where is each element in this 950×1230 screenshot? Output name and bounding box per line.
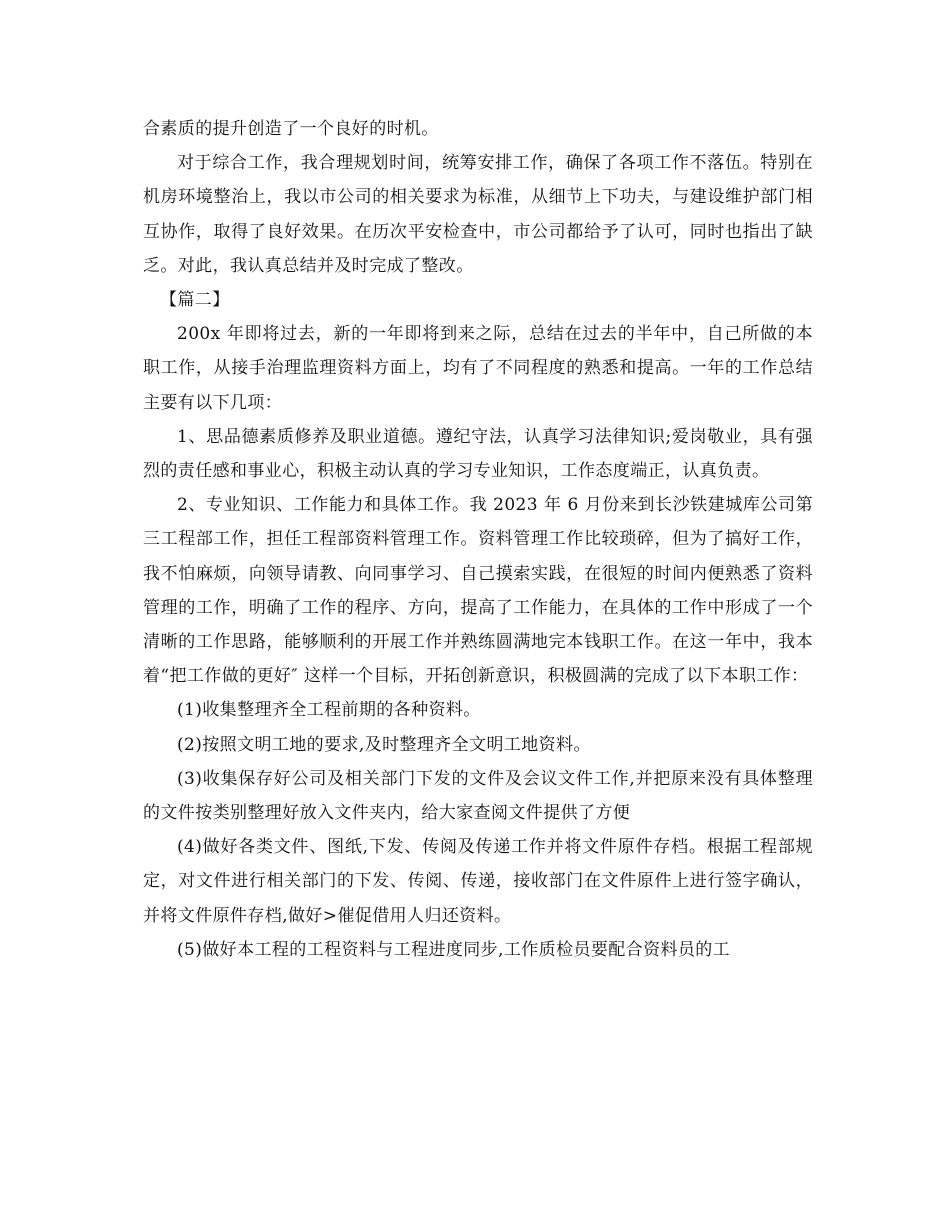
list-item-1: (1)收集整理齐全工程前期的各种资料。 (177, 700, 481, 721)
paragraph-item-1: 1、思品德素质修养及职业道德。遵纪守法，认真学习法律知识;爱岗敬业，具有强烈的责任感和事业心，积极主动认真的学习专业知识，工作态度端正，认真负责。 (143, 426, 813, 482)
paragraph-continuation: 合素质的提升创造了一个良好的时机。 (143, 119, 439, 139)
list-item-3: (3)收集保存好公司及相关部门下发的文件及会议文件工作,并把原来没有具体整理的文件按类别整理好放入文件夹内，给大家查阅文件提供了方便 (143, 768, 813, 824)
list-item-5: (5)做好本工程的工程资料与工程进度同步,工作质检员要配合资料员的工 (177, 939, 731, 960)
paragraph-intro: 200x 年即将过去，新的一年即将到来之际，总结在过去的半年中，自己所做的本职工作，从接手治理监理资料方面上，均有了不同程度的熟悉和提高。一年的工作总结主要有以下几项： (143, 324, 813, 413)
paragraph-item-2: 2、专业知识、工作能力和具体工作。我 2023 年 6 月份来到长沙铁建城库公司第三工程部工作，担任工程部资料管理工作。资料管理工作比较琐碎，但为了搞好工作，我不怕麻烦，向领导请教、向同事学习、自己摸索实践，在很短的时间内便熟悉了资料管理的工作，明确了工作的程序、方向，提高了工作能力，在具体的工作中形成了一个清晰的工作思路，能够顺利的开展工作并熟练圆满地完本钱职工作。在这一年中，我本着“把工作做的更好″ 这样一个目标，开拓创新意识，积极圆满的完成了以下本职工作： (143, 495, 813, 687)
paragraph-comprehensive-work: 对于综合工作，我合理规划时间，统筹安排工作，确保了各项工作不落伍。特别在机房环境整治上，我以市公司的相关要求为标准，从细节上下功夫，与建设维护部门相互协作，取得了良好效果。在历次平安检查中，市公司都给予了认可，同时也指出了缺乏。对此，我认真总结并及时完成了整改。 (143, 153, 813, 276)
document-body (143, 112, 813, 967)
section-heading-part-two: 【篇二】 (160, 290, 230, 311)
list-item-4: (4)做好各类文件、图纸,下发、传阅及传递工作并将文件原件存档。根据工程部规定，对文件进行相关部门的下发、传阅、传递，接收部门在文件原件上进行签字确认，并将文件原件存档,做好>催促借用人归还资料。 (143, 837, 813, 926)
list-item-2: (2)按照文明工地的要求,及时整理齐全文明工地资料。 (177, 734, 591, 755)
